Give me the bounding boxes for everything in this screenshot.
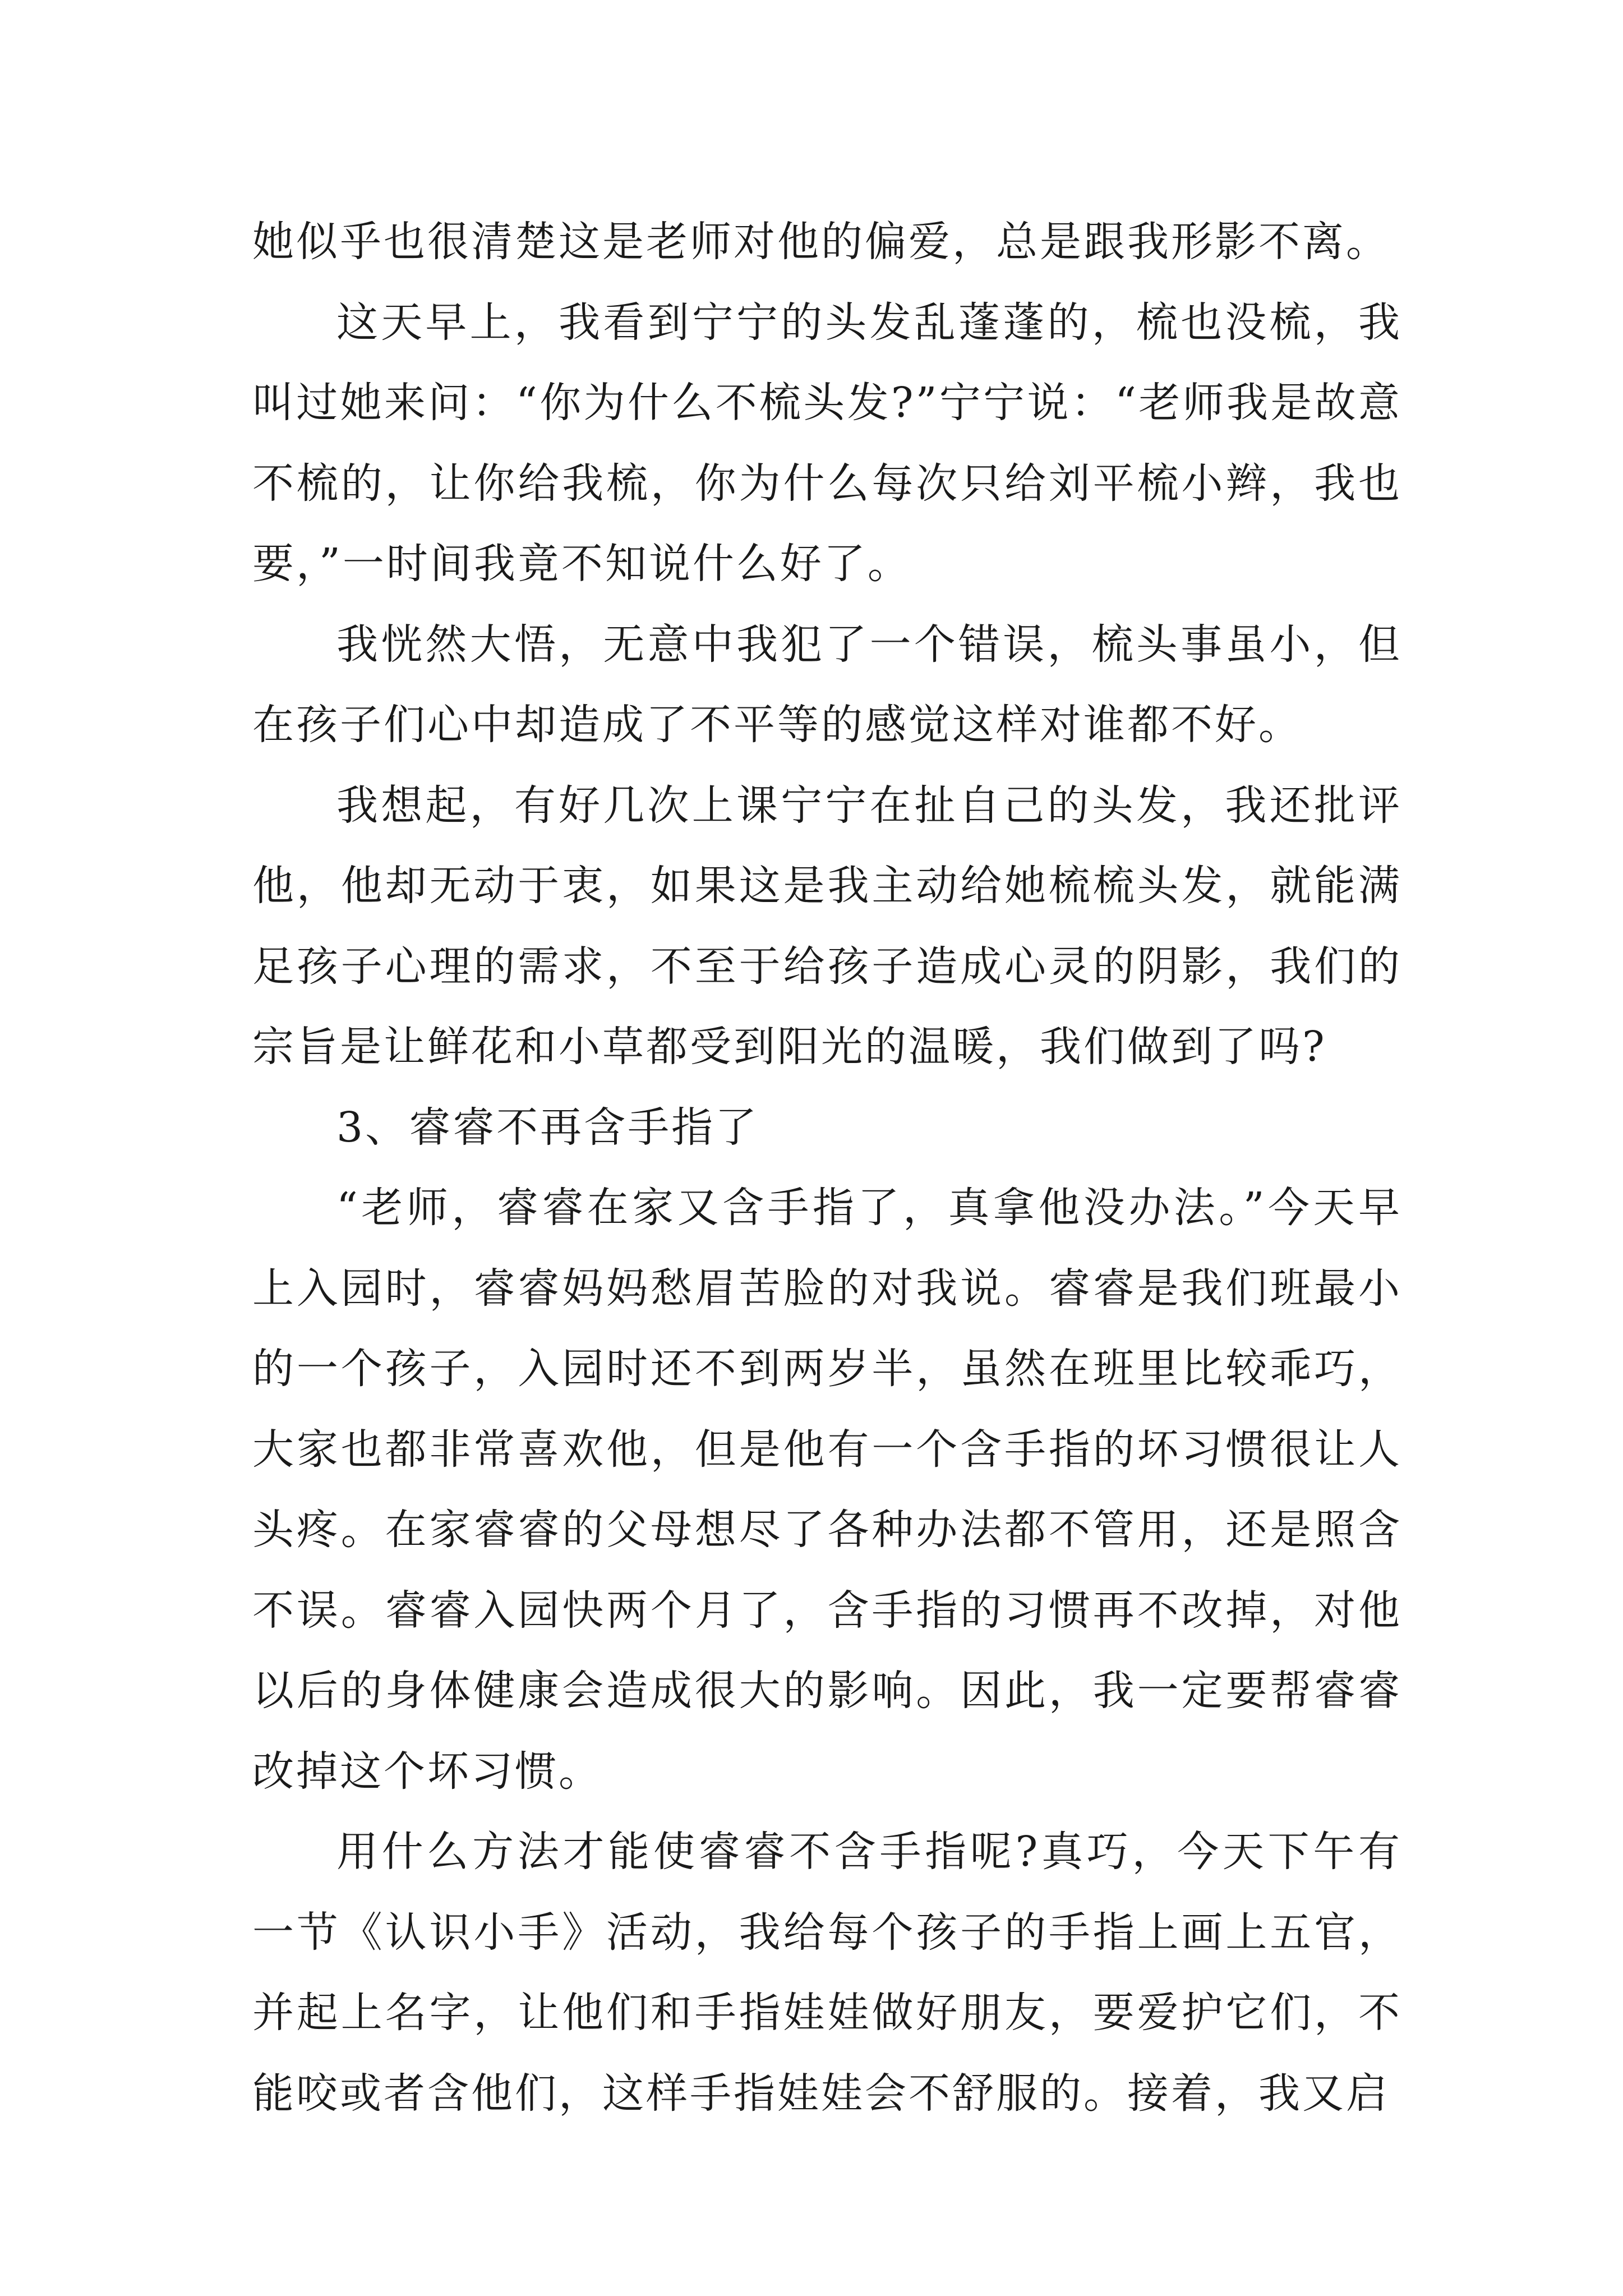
document-body [252,202,1402,2134]
paragraph-reflection: 我想起，有好几次上课宁宁在扯自己的头发，我还批评他，他却无动于衷，如果这是我主动给她梳梳头发，就能满足孩子心理的需求，不至于给孩子造成心灵的阴影，我们的宗旨是让鲜花和小草都受到阳光的温暖，我们做到了吗? [252,781,1402,1071]
paragraph-continuation: 她似乎也很清楚这是老师对他的偏爱，总是跟我形影不离。 [252,218,1390,266]
section-heading: 3、睿睿不再含手指了 [336,1103,759,1152]
paragraph-ningning-hair: 这天早上，我看到宁宁的头发乱蓬蓬的，梳也没梳，我叫过她来问：“你为什么不梳头发?”宁宁说：“老师我是故意不梳的，让你给我梳，你为什么每次只给刘平梳小辫，我也要，”一时间我竟不知说什么好了。 [252,298,1402,588]
paragraph-ruirui-habit: “老师，睿睿在家又含手指了，真拿他没办法。”今天早上入园时，睿睿妈妈愁眉苦脸的对我说。睿睿是我们班最小的一个孩子，入园时还不到两岁半，虽然在班里比较乖巧，大家也都非常喜欢他，但是他有一个含手指的坏习惯很让人头疼。在家睿睿的父母想尽了各种办法都不管用，还是照含不误。睿睿入园快两个月了，含手指的习惯再不改掉，对他以后的身体健康会造成很大的影响。因此，我一定要帮睿睿改掉这个坏习惯。 [252,1184,1402,1796]
paragraph-realization: 我恍然大悟，无意中我犯了一个错误，梳头事虽小，但在孩子们心中却造成了不平等的感觉这样对谁都不好。 [252,620,1402,749]
paragraph-finger-activity: 用什么方法才能使睿睿不含手指呢?真巧，今天下午有一节《认识小手》活动，我给每个孩子的手指上画上五官，并起上名字，让他们和手指娃娃做好朋友，要爱护它们，不能咬或者含他们，这样手指娃娃会不舒服的。接着，我又启 [252,1828,1402,2118]
